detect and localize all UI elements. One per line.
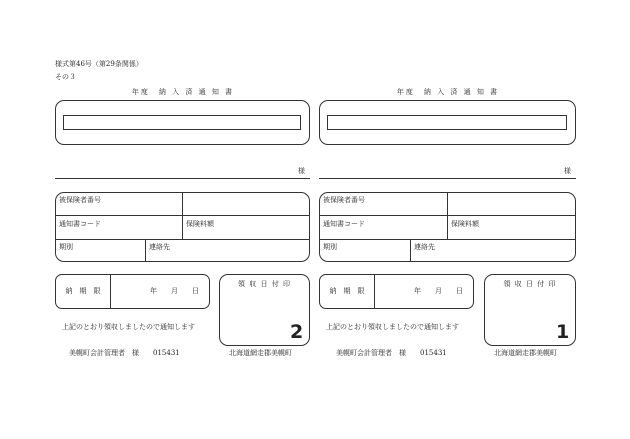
address-text: 北海道網走郡美幌町 [494, 349, 557, 357]
name-field[interactable] [327, 115, 567, 130]
due-date-divider [110, 274, 111, 309]
due-date-value: 年 月 日 [414, 287, 463, 295]
info-col-divider [410, 239, 411, 262]
addressee-line [55, 178, 310, 179]
form-sub-number: その３ [55, 73, 76, 81]
insured-number-label: 被保険者番号 [59, 196, 101, 204]
due-date-label: 納 期 限 [329, 287, 365, 295]
info-col-divider [145, 239, 146, 262]
due-date-divider [374, 274, 375, 309]
insured-number-label: 被保険者番号 [323, 196, 365, 204]
due-date-label: 納 期 限 [65, 287, 101, 295]
addressee-line [319, 178, 576, 179]
address-text: 北海道網走郡美幌町 [229, 349, 292, 357]
sama-label: 様 [298, 167, 305, 175]
premium-label: 保険料額 [451, 220, 479, 228]
info-row-divider [55, 239, 310, 240]
contact-label: 連絡先 [149, 243, 170, 251]
notice-text: 上記のとおり領収しましたので通知します [326, 323, 459, 331]
contact-label: 連絡先 [414, 243, 435, 251]
info-row-divider [319, 239, 576, 240]
notice-title: 年度 納 入 済 通 知 書 [396, 88, 500, 96]
notice-title: 年度 納 入 済 通 知 書 [131, 88, 235, 96]
notice-code-label: 通知書コード [323, 220, 365, 228]
receipt-stamp-label: 領 収 日 付 印 [238, 280, 291, 288]
info-col-divider [447, 192, 448, 239]
copy-number: 2 [290, 321, 304, 343]
notice-code-label: 通知書コード [59, 220, 101, 228]
sama-label: 様 [564, 167, 571, 175]
notice-text: 上記のとおり領収しましたので通知します [62, 323, 195, 331]
period-label: 期別 [59, 243, 73, 251]
receipt-stamp-label: 領 収 日 付 印 [503, 280, 557, 288]
copy-number: 1 [556, 321, 570, 343]
info-col-divider [182, 192, 183, 239]
manager-text: 美幌町会計管理者 様 015431 [69, 349, 180, 357]
name-field[interactable] [63, 115, 301, 130]
period-label: 期別 [323, 243, 337, 251]
premium-label: 保険料額 [186, 220, 214, 228]
form-number: 様式第46号（第29条関係） [55, 60, 143, 68]
due-date-value: 年 月 日 [150, 287, 199, 295]
manager-text: 美幌町会計管理者 様 015431 [336, 349, 447, 357]
